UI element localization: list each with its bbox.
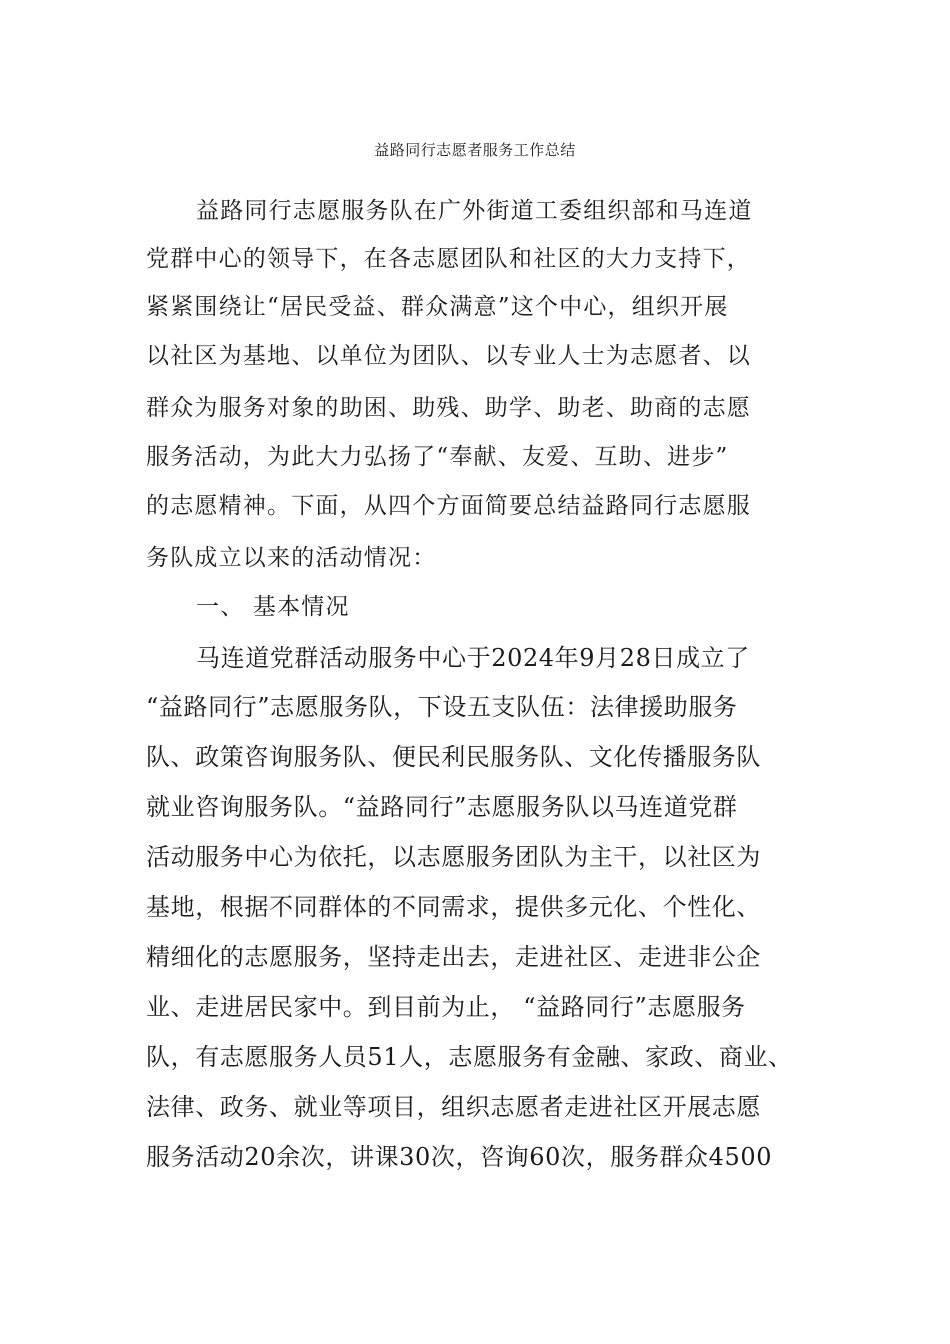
paragraph-line: 党群中心的领导下，在各志愿团队和社区的大力支持下， bbox=[146, 246, 751, 272]
section-heading: 一、 基本情况 bbox=[196, 594, 350, 620]
paragraph-line: 以社区为基地、以单位为团队、以专业人士为志愿者、以 bbox=[146, 343, 751, 369]
paragraph-line: 业、走进居民家中。到目前为止， “益路同行”志愿服务 bbox=[146, 993, 746, 1021]
paragraph-line: 活动服务中心为依托，以志愿服务团队为主干，以社区为 bbox=[146, 843, 761, 871]
paragraph-line: 服务活动20余次，讲课30次，咨询60次，服务群众4500 bbox=[146, 1143, 773, 1171]
paragraph-line: 务队成立以来的活动情况： bbox=[146, 545, 437, 571]
paragraph-line: 就业咨询服务队。“益路同行”志愿服务队以马连道党群 bbox=[146, 793, 738, 821]
paragraph-line: 队，有志愿服务人员51人，志愿服务有金融、家政、商业、 bbox=[146, 1043, 793, 1071]
paragraph-line: 群众为服务对象的助困、助残、助学、助老、助商的志愿 bbox=[146, 395, 751, 421]
paragraph-line: 益路同行志愿服务队在广外街道工委组织部和马连道 bbox=[196, 198, 753, 224]
paragraph-line: 马连道党群活动服务中心于2024年9月28日成立了 bbox=[196, 644, 750, 672]
paragraph-line: 的志愿精神。下面，从四个方面简要总结益路同行志愿服 bbox=[146, 493, 751, 519]
document-title: 益路同行志愿者服务工作总结 bbox=[374, 141, 576, 159]
paragraph-line: 基地，根据不同群体的不同需求，提供多元化、个性化、 bbox=[146, 893, 761, 921]
paragraph-line: 队、政策咨询服务队、便民利民服务队、文化传播服务队 bbox=[146, 743, 761, 771]
paragraph-line: 服务活动，为此大力弘扬了“奉献、友爱、互助、进步” bbox=[146, 444, 729, 470]
paragraph-line: 精细化的志愿服务，坚持走出去，走进社区、走进非公企 bbox=[146, 943, 761, 971]
paragraph-line: 法律、政务、就业等项目，组织志愿者走进社区开展志愿 bbox=[146, 1093, 761, 1121]
paragraph-line: 紧紧围绕让“居民受益、群众满意”这个中心，组织开展 bbox=[146, 294, 729, 320]
paragraph-line: “益路同行”志愿服务队，下设五支队伍：法律援助服务 bbox=[146, 693, 738, 721]
